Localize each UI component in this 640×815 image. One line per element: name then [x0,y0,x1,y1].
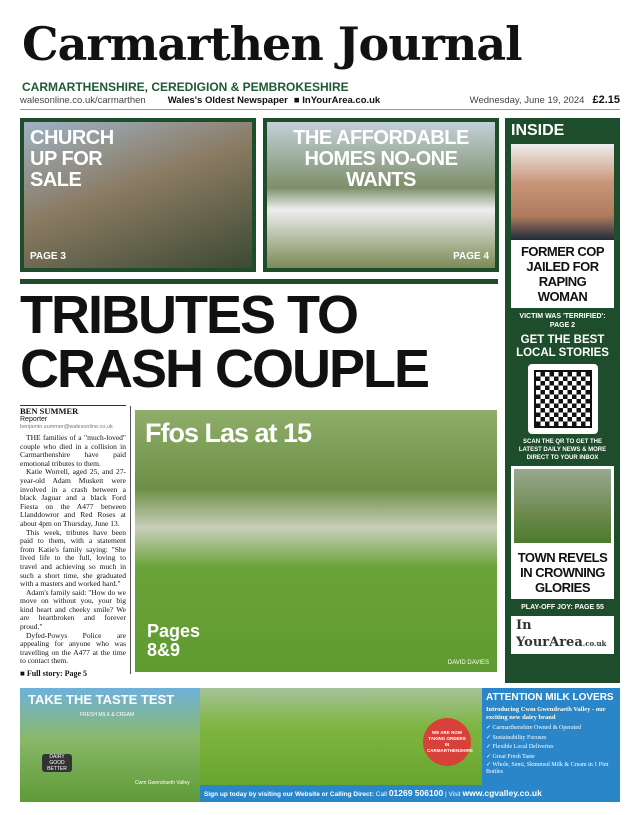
teaser-page: PAGE 3 [30,251,66,262]
lead-headline: TRIBUTES TO CRASH COUPLE [20,285,429,399]
inside-story-sport[interactable] [511,466,614,599]
price: £2.15 [592,94,620,106]
ad-bullets: ✓ Carmarthenshire Owned & Operated ✓ Sustainability Focuses ✓ Flexible Local Deliveries ✓ Great Fresh Taste ✓ Whole, Semi, Skimmed Milk & Cream in 1 Pint Bottles [486,725,609,775]
ad-brand: Cwm Gwendraeth Valley [135,780,190,786]
photo-pages: Pages 8&9 [147,621,201,660]
partner-link[interactable]: ■ InYourArea.co.uk [293,95,381,106]
issue-date: Wednesday, June 19, 2024 [469,95,585,106]
teaser-page: PAGE 4 [453,251,489,262]
inside-label: INSIDE [511,122,565,139]
advert-cgvalley[interactable] [20,688,620,802]
ad-left-sub: FRESH MILK & CREAM [80,712,135,718]
ad-right-title: ATTENTION MILK LOVERS [486,692,614,703]
story-strap: PLAY-OFF JOY: PAGE 55 [521,604,604,611]
byline-role: Reporter [20,416,48,423]
paragraph: THE families of a "much-loved" couple who died in a collision in Carmarthenshire have paid emotional tributes to them. [20,433,126,468]
masthead-region: CARMARTHENSHIRE, CEREDIGION & PEMBROKESHIRE [22,80,349,94]
inyourarea-logo[interactable]: In YourArea.co.uk [511,616,614,654]
qr-heading: GET THE BEST LOCAL STORIES [516,334,609,359]
ad-cow-image [20,688,200,802]
ad-badge: DAIRY GOOD BETTER [42,754,72,772]
ad-field-image [200,688,482,785]
masthead-title: Carmarthen Journal [22,17,522,71]
story-headline: TOWN REVELS IN CROWNING GLORIES [517,550,608,595]
ad-website[interactable]: www.cgvalley.co.uk [462,788,542,798]
ad-phone[interactable]: 01269 506100 [388,788,444,798]
ffos-las-photo[interactable] [135,410,497,672]
inside-story-cop[interactable] [511,144,614,308]
photo-title: Ffos Las at 15 [145,418,312,448]
paragraph: Dyfed-Powys Police are appealing for anyone who was travelling on the A477 at the time to contact them. [20,630,126,666]
ad-left-title: TAKE THE TASTE TEST [28,692,175,707]
column-rule [130,406,131,674]
paragraph: Katie Worrell, aged 25, and 27-year-old Adam Muskett were involved in a crash between a black Jaguar and a black Ford Fiesta on the A477 between Llanddowror and Red Roses at about 4pm on Thursday, June 13. [20,467,126,528]
byline: BEN SUMMER [20,405,126,416]
story-headline: FORMER COP JAILED FOR RAPING WOMAN [520,244,605,304]
ad-bubble: WE ARE NOW TAKING ORDERS IN CARMARTHENSHIRE [423,718,471,766]
ad-right-panel [486,691,618,776]
teaser-homes[interactable] [263,118,499,272]
teaser-headline: CHURCH UP FOR SALE [30,127,114,191]
full-story-link[interactable]: ■ Full story: Page 5 [20,669,88,679]
byline-email[interactable]: benjamin.summer@walesonline.co.uk [20,424,113,430]
tagline: Wales's Oldest Newspaper [167,95,288,106]
photo-credit: DAVID DAVIES [447,660,489,666]
ad-cta: Sign up today by visiting our Website or Calling Direct: Call 01269 506100 | Visit www.cgvalley.co.uk [204,788,542,798]
qr-text: SCAN THE QR TO GET THE LATEST DAILY NEWS & MORE DIRECT TO YOUR INBOX [518,439,607,461]
ad-intro: Introducing Cwm Gwendraeth Valley - our exciting new dairy brand [486,706,606,721]
paragraph: Adam's family said: "How do we move on without you, your big kind heart and cheeky smile? We are heartbroken and forever proud." [20,587,126,632]
qr-code[interactable] [528,364,598,434]
inside-panel [505,118,620,683]
rugby-photo [514,469,611,543]
cop-photo [511,144,614,240]
teaser-headline: THE AFFORDABLE HOMES NO-ONE WANTS [293,127,469,191]
rule [20,279,498,284]
story-strap: VICTIM WAS 'TERRIFIED': PAGE 2 [519,313,606,329]
teaser-church[interactable] [20,118,256,272]
site-url[interactable]: walesonline.co.uk/carmarthen [20,95,146,106]
masthead-info-bar [20,95,620,110]
lead-article [20,405,126,679]
paragraph: This week, tributes have been paid to them, with a statement from Katie's family saying: "She lived life to the full, loving to travel and achieving so much in such a short time, she graduated with a masters and worked hard." [20,527,126,589]
